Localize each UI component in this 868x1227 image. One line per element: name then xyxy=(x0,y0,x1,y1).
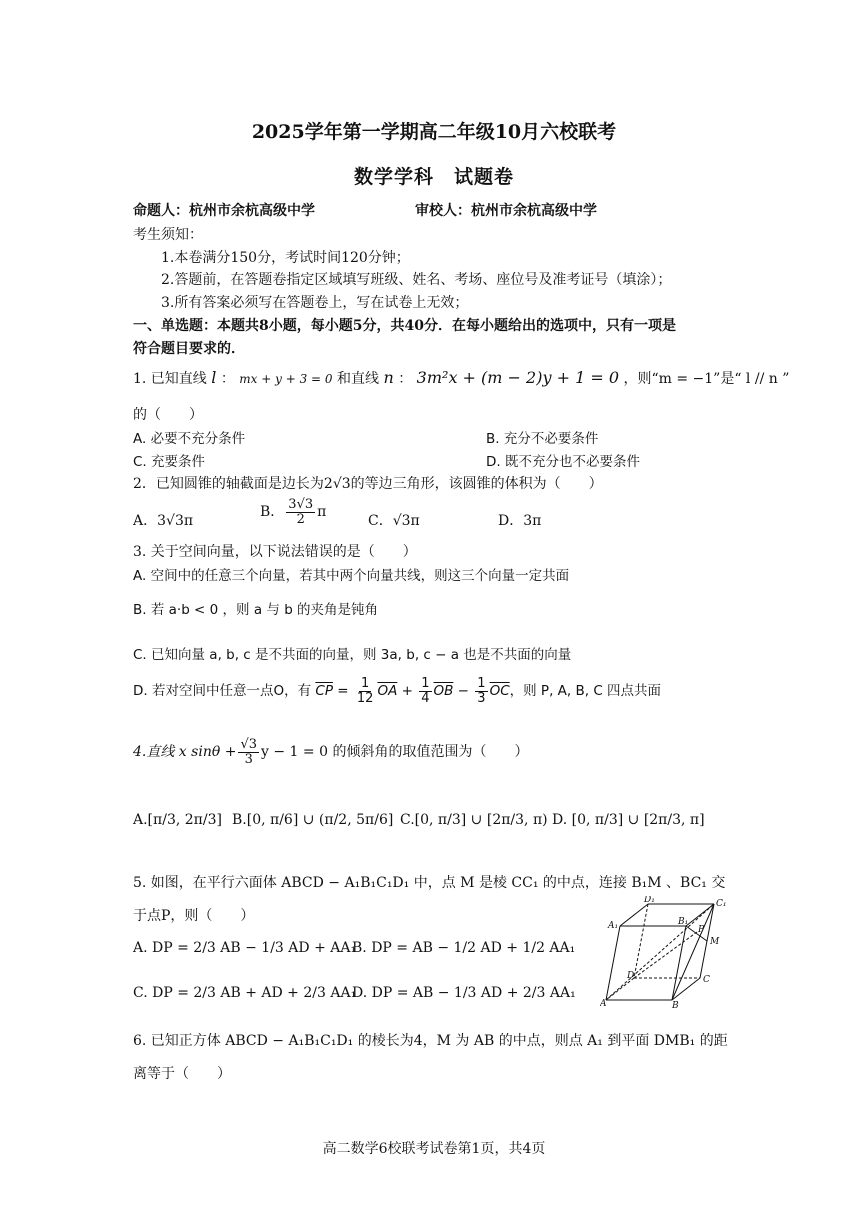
edge-dd1 xyxy=(634,904,648,978)
q3-d-oc: $\overline{OC}$ xyxy=(489,683,510,700)
q4-stem-b: y − 1 = 0 的倾斜角的取值范围为（ ） xyxy=(261,744,529,761)
segment-ac1 xyxy=(606,904,714,1000)
q1-option-d: D. 既不充分也不必要条件 xyxy=(486,454,640,470)
exam-title: 2025学年第一学期高二年级10月六校联考 xyxy=(251,121,617,143)
question-3-stem: 3. 关于空间向量，以下说法错误的是（ ） xyxy=(133,544,417,560)
question-1-stem xyxy=(133,368,789,388)
q2-b-fraction xyxy=(286,498,315,526)
page-footer: 高二数学6校联考试卷第1页，共4页 xyxy=(322,1141,546,1157)
q5-option-b: B. DP = AB − 1/2 AD + 1/2 AA₁ xyxy=(352,940,576,956)
q3-d-f1-num: 1 xyxy=(361,676,370,691)
q1-line-l: l xyxy=(211,368,217,387)
q3-d-eq: = xyxy=(332,683,353,700)
question-5-stem: 5. 如图，在平行六面体 ABCD − A₁B₁C₁D₁ 中，点 M 是棱 CC₁ 的中点，连接 B₁M 、BC₁ 交 xyxy=(133,875,726,891)
q5-option-c: C. DP = 2/3 AB + AD + 2/3 AA₁ xyxy=(133,985,357,1001)
label-d: D xyxy=(627,971,635,981)
q1-option-c: C. 充要条件 xyxy=(133,454,206,470)
label-b1: B₁ xyxy=(678,917,689,927)
reviewer-line: 审校人：杭州市余杭高级中学 xyxy=(415,203,597,219)
q3-d-f2-den: 4 xyxy=(421,690,430,706)
label-a1: A₁ xyxy=(608,921,619,931)
q3-d-prefix: D. 若对空间中任意一点O，有 xyxy=(133,683,312,700)
label-p: P xyxy=(698,925,705,935)
q4-option-d: D. [0, π/3] ∪ [2π/3, π] xyxy=(552,812,705,828)
q4-frac-num: √3 xyxy=(240,737,258,752)
q2-option-c: C．√3π xyxy=(368,513,420,529)
q3-d-f3-num: 1 xyxy=(477,676,486,691)
q2-b-pi: π xyxy=(317,504,327,521)
q4-option-b: B.[0, π/6] ∪ (π/2, 5π/6] xyxy=(232,812,394,828)
segment-dp xyxy=(634,932,697,978)
q3-d-frac-2 xyxy=(419,677,431,705)
notice-item-3: 3.所有答案必须写在答题卷上，写在试卷上无效； xyxy=(161,295,469,311)
q3-option-c: C. 已知向量 a, b, c 是不共面的向量，则 3a, b, c − a 也是不共面的向量 xyxy=(133,647,572,663)
q4-option-a: A.[π/3, 2π/3] xyxy=(133,812,222,828)
edge-b1c1 xyxy=(686,904,714,926)
q3-d-cp: $\overline{CP}$ xyxy=(315,683,333,700)
label-d1: D₁ xyxy=(644,896,655,905)
question-2-stem: 2．已知圆锥的轴截面是边长为2√3的等边三角形，该圆锥的体积为（ ） xyxy=(133,476,603,492)
setter-line: 命题人：杭州市余杭高级中学 xyxy=(133,203,315,219)
q3-d-tail: ，则 P, A, B, C 四点共面 xyxy=(509,683,662,700)
q3-option-a: A. 空间中的任意三个向量，若其中两个向量共线，则这三个向量一定共面 xyxy=(133,568,570,584)
q1-colon: ： xyxy=(220,371,235,387)
exam-subtitle: 数学学科 试题卷 xyxy=(353,166,514,188)
q1-line-n: n xyxy=(383,368,394,387)
q1-mid: 和直线 xyxy=(337,371,384,387)
question-4-stem xyxy=(133,738,528,766)
question-1-stem-cont: 的（ ） xyxy=(133,407,203,423)
notice-heading: 考生须知： xyxy=(133,227,203,243)
q4-frac-den: 3 xyxy=(244,751,253,767)
q2-option-b xyxy=(260,498,326,526)
q1-eq-n: 3m²x + (m − 2)y + 1 = 0 xyxy=(416,368,620,387)
q4-stem-a: 4.直线 x sinθ + xyxy=(133,744,237,761)
q2-option-d: D．3π xyxy=(498,513,542,529)
label-b: B xyxy=(672,1001,679,1008)
parallelepiped-figure xyxy=(600,896,732,1008)
q3-d-oa: $\overline{OA}$ xyxy=(377,683,398,700)
q4-option-c: C.[0, π/3] ∪ [2π/3, π) xyxy=(400,812,548,828)
q2-option-a: A．3√3π xyxy=(133,513,194,529)
q2-b-label: B． xyxy=(260,504,285,521)
q1-eq-l: mx + y + 3 = 0 xyxy=(239,372,333,386)
edge-a1d1 xyxy=(620,904,648,926)
q3-d-frac-1 xyxy=(355,677,376,705)
q1-option-a: A. 必要不充分条件 xyxy=(133,431,246,447)
question-6-stem-cont: 离等于（ ） xyxy=(133,1066,231,1082)
question-6-stem: 6. 已知正方体 ABCD − A₁B₁C₁D₁ 的棱长为4，M 为 AB 的中点，则点 A₁ 到平面 DMB₁ 的距 xyxy=(133,1033,728,1049)
notice-item-1: 1.本卷满分150分，考试时间120分钟； xyxy=(161,250,410,266)
q1-tail: ，则“m = −1”是“ l // n ” xyxy=(623,371,790,387)
q3-d-ob: $\overline{OB}$ xyxy=(433,683,454,700)
q3-d-minus: − xyxy=(453,683,474,700)
edge-bc xyxy=(672,978,700,1000)
question-5-stem-cont: 于点P，则（ ） xyxy=(133,908,255,924)
notice-item-2: 2.答题前，在答题卷指定区域填写班级、姓名、考场、座位号及准考证号（填涂）； xyxy=(161,272,672,288)
q3-option-d xyxy=(133,677,661,705)
q5-option-d: D. DP = AB − 1/3 AD + 2/3 AA₁ xyxy=(352,985,576,1001)
section-heading-1: 一、单选题：本题共8小题，每小题5分，共40分．在每小题给出的选项中，只有一项是 xyxy=(133,318,676,334)
q3-option-b: B. 若 a·b < 0 ，则 a 与 b 的夹角是钝角 xyxy=(133,602,379,618)
q3-d-f2-num: 1 xyxy=(421,676,430,691)
q3-d-frac-3 xyxy=(475,677,487,705)
q3-d-f1-den: 12 xyxy=(356,690,374,706)
q1-colon-2: ： xyxy=(398,371,413,387)
q5-option-a: A. DP = 2/3 AB − 1/3 AD + AA₁ xyxy=(133,940,357,956)
q2-b-den: 2 xyxy=(296,511,305,527)
q3-d-plus: + xyxy=(397,683,418,700)
edge-bb1 xyxy=(672,926,686,1000)
label-c: C xyxy=(703,975,710,985)
label-c1: C₁ xyxy=(716,899,727,909)
q1-prefix: 1. 已知直线 xyxy=(133,371,207,387)
q3-d-f3-den: 3 xyxy=(477,690,486,706)
q1-option-b: B. 充分不必要条件 xyxy=(486,431,599,447)
label-a: A xyxy=(600,999,607,1008)
q2-b-num: 3√3 xyxy=(288,497,314,512)
q4-fraction xyxy=(238,738,259,766)
label-m: M xyxy=(710,937,720,947)
section-heading-2: 符合题目要求的． xyxy=(133,341,245,357)
